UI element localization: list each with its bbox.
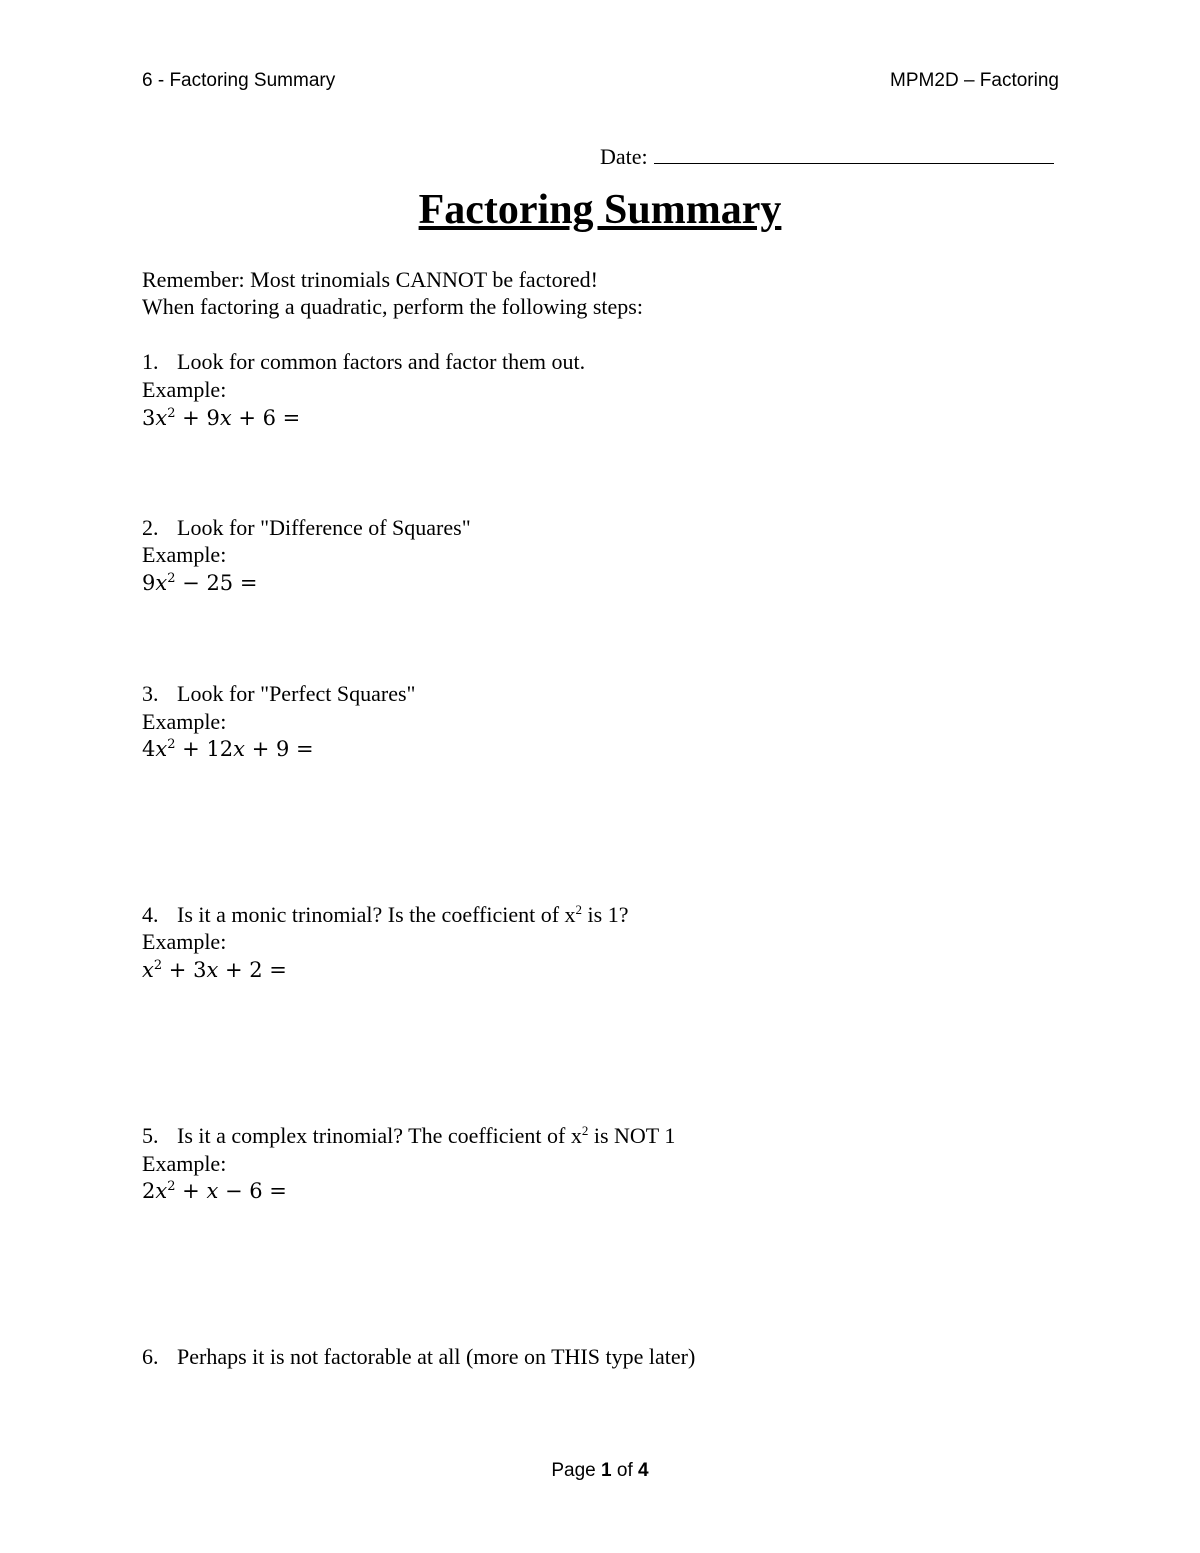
intro-line-2: When factoring a quadratic, perform the following steps: bbox=[142, 294, 643, 319]
step-3 bbox=[142, 681, 416, 707]
step-text: Perhaps it is not factorable at all (more on THIS type later) bbox=[177, 1344, 696, 1369]
step-number: 1. bbox=[142, 349, 159, 374]
step-text: Look for "Perfect Squares" bbox=[177, 681, 416, 706]
page-title: Factoring Summary bbox=[418, 187, 782, 233]
example-label-2: Example: bbox=[142, 542, 227, 567]
date-field bbox=[600, 143, 1054, 170]
date-label: Date: bbox=[600, 144, 648, 169]
example-label-1: Example: bbox=[142, 377, 227, 402]
step-5: 5. Is it a complex trinomial? The coefficient of $x^2$ is NOT 1 bbox=[142, 1123, 676, 1148]
example-label-3: Example: bbox=[142, 709, 227, 734]
footer-total-pages: 4 bbox=[638, 1460, 649, 1481]
step-number: 3. bbox=[142, 681, 159, 706]
step-6 bbox=[142, 1344, 695, 1370]
header-right: MPM2D – Factoring bbox=[890, 70, 1059, 91]
example-expression-4: $x^2 + 3x + 2$ = bbox=[142, 958, 287, 982]
step-1 bbox=[142, 349, 585, 375]
step-number: 4. bbox=[142, 902, 159, 927]
step-text: Look for common factors and factor them out. bbox=[177, 349, 586, 374]
example-expression-1: $3x^2 + 9x + 6$ = bbox=[142, 406, 301, 430]
step-4: 4. Is it a monic trinomial? Is the coefficient of $x^2$ is 1? bbox=[142, 902, 629, 927]
step-number: 6. bbox=[142, 1344, 159, 1369]
footer-of-word: of bbox=[616, 1460, 633, 1481]
example-expression-2: $9x^2 - 25$ = bbox=[142, 571, 258, 595]
step-text: Is it a complex trinomial? The coefficient of x bbox=[177, 1123, 582, 1148]
example-expression-3: $4x^2 + 12x + 9$ = bbox=[142, 737, 314, 761]
page-footer bbox=[0, 1460, 1200, 1482]
footer-current-page: 1 bbox=[601, 1460, 612, 1481]
example-label-5: Example: bbox=[142, 1151, 227, 1176]
header-left: 6 - Factoring Summary bbox=[142, 70, 336, 91]
step-number: 2. bbox=[142, 515, 159, 540]
example-label-4: Example: bbox=[142, 929, 227, 954]
step-text: Is it a monic trinomial? Is the coefficient of x bbox=[177, 902, 576, 927]
intro-line-1: Remember: Most trinomials CANNOT be factored! bbox=[142, 267, 598, 292]
example-expression-5: $2x^2 + x - 6$ = bbox=[142, 1179, 287, 1203]
footer-page-word: Page bbox=[551, 1460, 596, 1481]
step-2 bbox=[142, 515, 471, 541]
date-blank-line[interactable] bbox=[654, 143, 1054, 164]
step-number: 5. bbox=[142, 1123, 159, 1148]
step-text: Look for "Difference of Squares" bbox=[177, 515, 471, 540]
